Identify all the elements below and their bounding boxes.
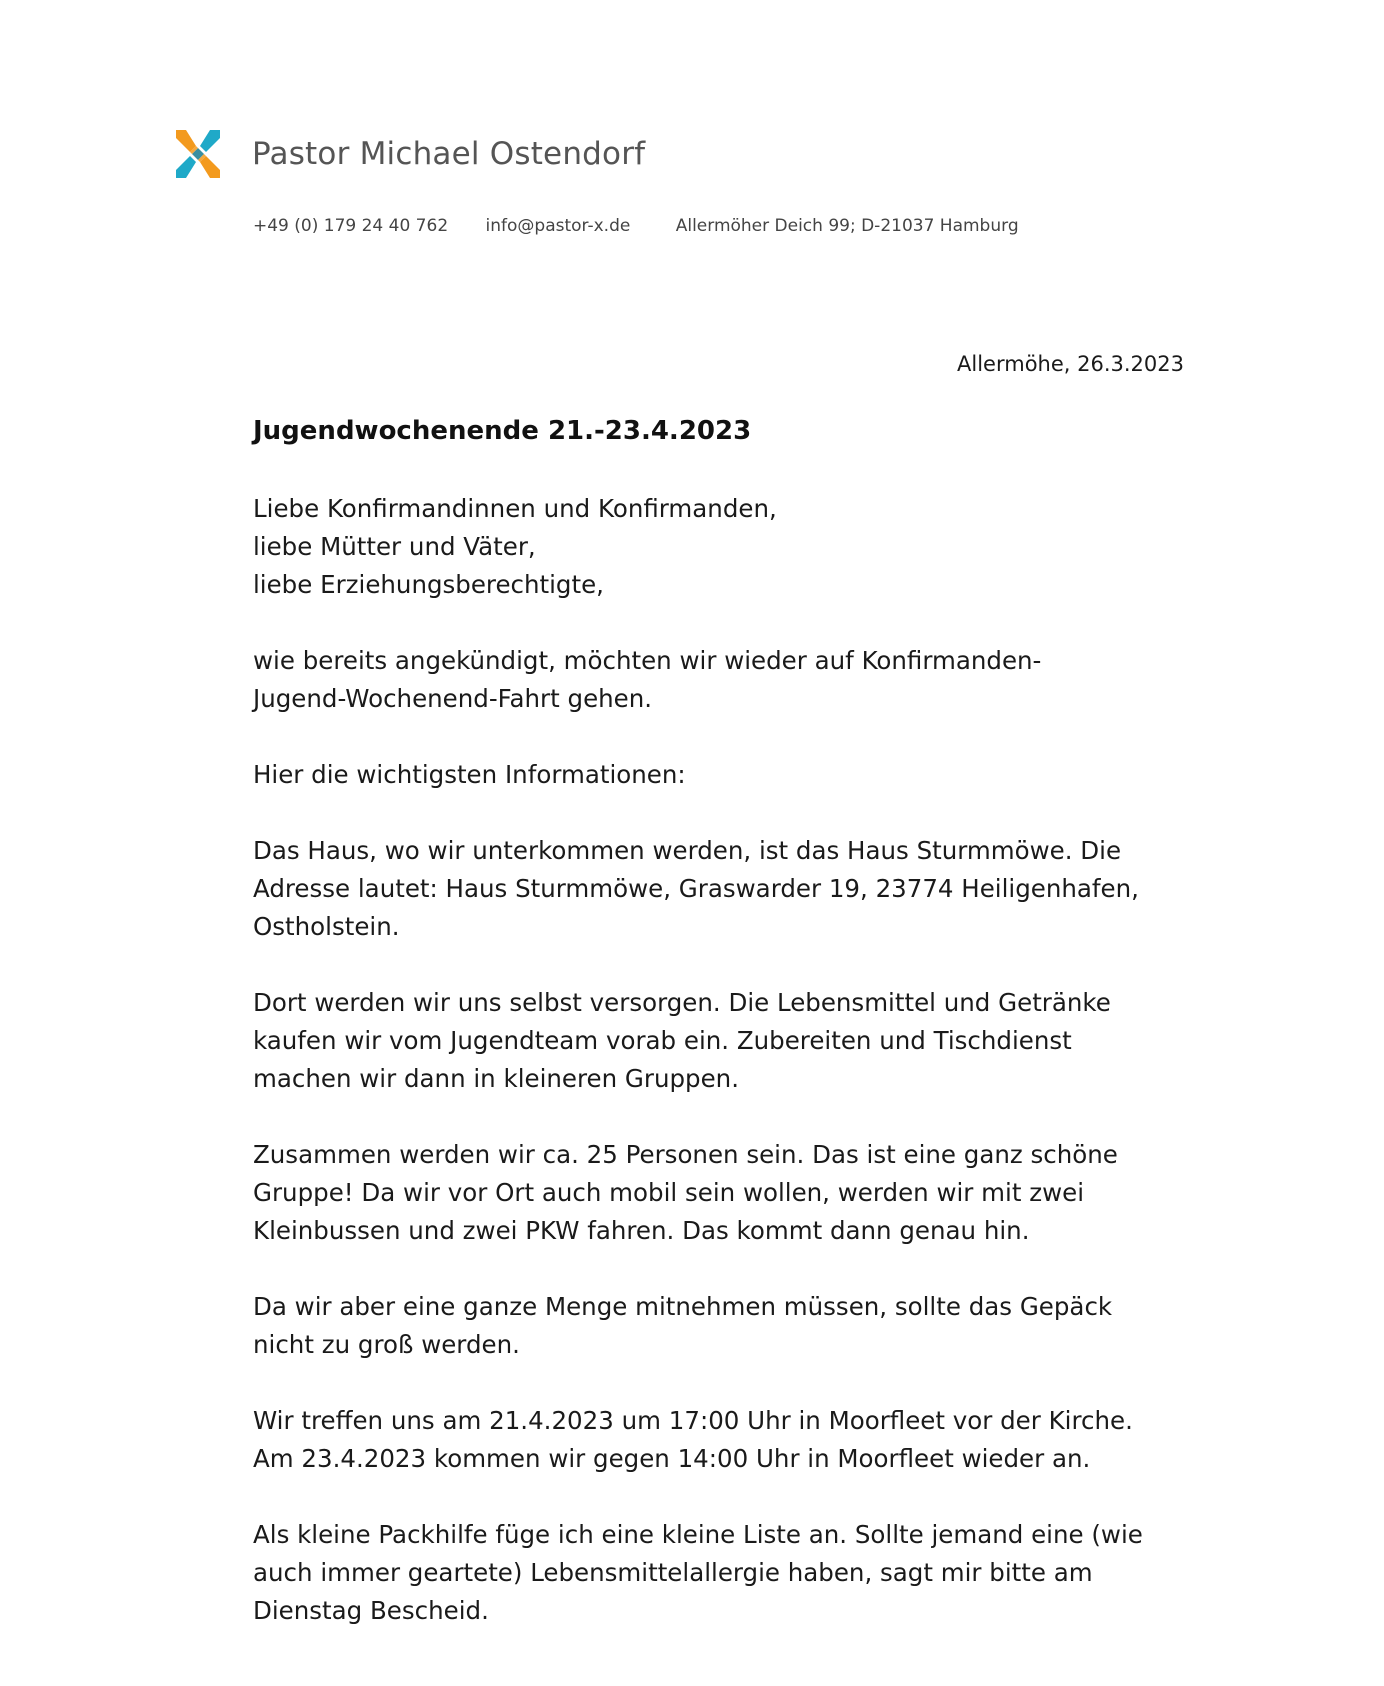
text-line: Kleinbussen und zwei PKW fahren. Das kommt dann genau hin. (253, 1216, 1030, 1245)
salutation-line: Liebe Konfirmandinnen und Konfirmanden, (253, 494, 777, 523)
text-line: machen wir dann in kleineren Gruppen. (253, 1064, 739, 1093)
text-line: Jugend-Wochenend-Fahrt gehen. (253, 684, 653, 713)
letter-subject: Jugendwochenende 21.-23.4.2023 (253, 416, 752, 446)
text-line: auch immer geartete) Lebensmittelallergie haben, sagt mir bitte am (253, 1558, 1093, 1587)
contact-line (253, 216, 1019, 236)
text-line: Hier die wichtigsten Informationen: (253, 760, 686, 789)
paragraph-luggage (253, 1288, 1193, 1364)
salutation (253, 490, 1193, 604)
brand (170, 124, 1270, 184)
paragraph-catering (253, 984, 1193, 1098)
salutation-line: liebe Mütter und Väter, (253, 532, 536, 561)
text-line: Wir treffen uns am 21.4.2023 um 17:00 Uhr in Moorfleet vor der Kirche. (253, 1406, 1133, 1435)
cross-x-logo-icon (170, 126, 226, 182)
text-line: Gruppe! Da wir vor Ort auch mobil sein wollen, werden wir mit zwei (253, 1178, 1085, 1207)
letter-body (253, 490, 1193, 1668)
sender-name: Pastor Michael Ostendorf (252, 136, 646, 172)
paragraph-info-intro (253, 756, 1193, 794)
paragraph-transport (253, 1136, 1193, 1250)
letter-date: Allermöhe, 26.3.2023 (957, 352, 1184, 376)
text-line: Zusammen werden wir ca. 25 Personen sein. Das ist eine ganz schöne (253, 1140, 1118, 1169)
contact-address: Allermöher Deich 99; D-21037 Hamburg (675, 216, 1019, 236)
text-line: nicht zu groß werden. (253, 1330, 520, 1359)
contact-email: info@pastor-x.de (485, 216, 631, 236)
text-line: Adresse lautet: Haus Sturmmöwe, Graswarder 19, 23774 Heiligenhafen, (253, 874, 1139, 903)
contact-phone: +49 (0) 179 24 40 762 (253, 216, 449, 236)
text-line: Am 23.4.2023 kommen wir gegen 14:00 Uhr in Moorfleet wieder an. (253, 1444, 1091, 1473)
paragraph-schedule (253, 1402, 1193, 1478)
paragraph-packing (253, 1516, 1193, 1630)
letterhead (170, 124, 1270, 236)
text-line: Das Haus, wo wir unterkommen werden, ist das Haus Sturmmöwe. Die (253, 836, 1122, 865)
text-line: Ostholstein. (253, 912, 400, 941)
text-line: kaufen wir vom Jugendteam vorab ein. Zubereiten und Tischdienst (253, 1026, 1072, 1055)
text-line: Dort werden wir uns selbst versorgen. Die Lebensmittel und Getränke (253, 988, 1111, 1017)
text-line: Dienstag Bescheid. (253, 1596, 489, 1625)
text-line: wie bereits angekündigt, möchten wir wieder auf Konfirmanden- (253, 646, 1042, 675)
salutation-line: liebe Erziehungsberechtigte, (253, 570, 604, 599)
text-line: Da wir aber eine ganze Menge mitnehmen müssen, sollte das Gepäck (253, 1292, 1113, 1321)
paragraph-announcement (253, 642, 1193, 718)
paragraph-accommodation (253, 832, 1193, 946)
text-line: Als kleine Packhilfe füge ich eine kleine Liste an. Sollte jemand eine (wie (253, 1520, 1143, 1549)
